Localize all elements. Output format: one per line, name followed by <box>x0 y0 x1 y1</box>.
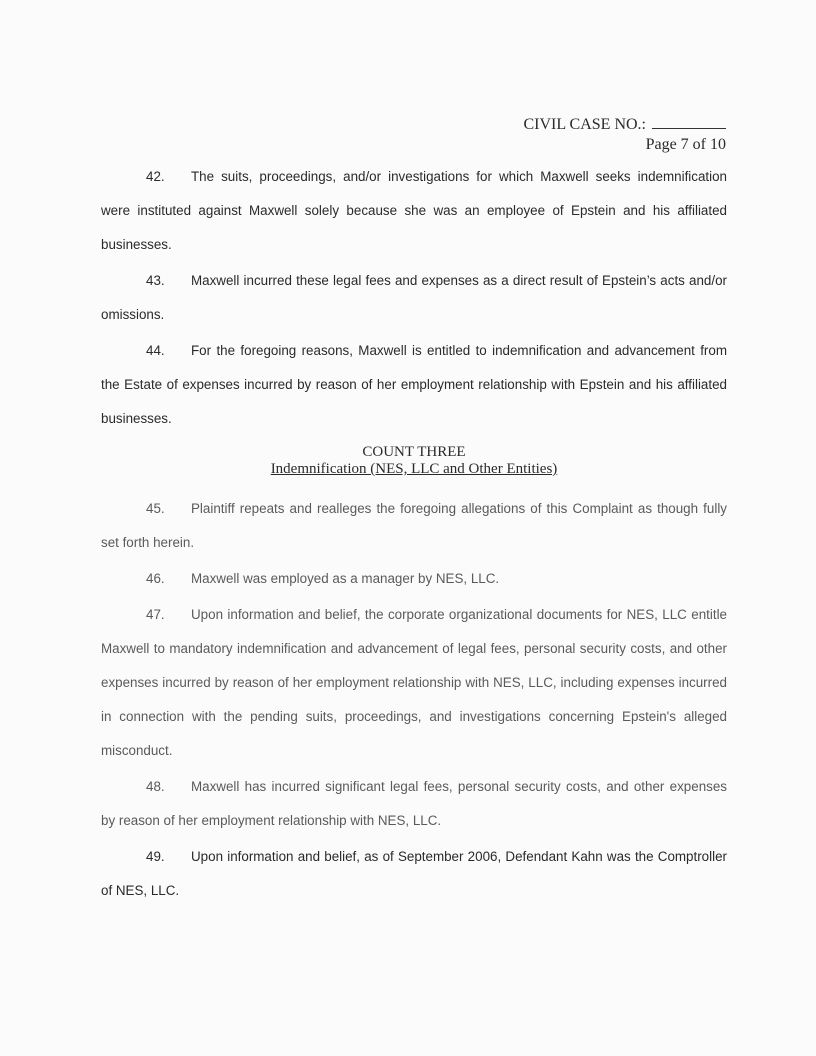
case-number-blank <box>652 114 726 129</box>
paragraph-number: 47. <box>146 607 165 622</box>
count-subtitle: Indemnification (NES, LLC and Other Entities) <box>270 461 558 477</box>
paragraph-number: 43. <box>146 273 165 288</box>
paragraph-text: Maxwell was employed as a manager by NES, LLC. <box>191 571 500 586</box>
paragraph-44 <box>101 334 727 436</box>
paragraph-number: 44. <box>146 343 165 358</box>
paragraph-49 <box>101 840 727 908</box>
paragraph-text: For the foregoing reasons, Maxwell is entitled to indemnification and advancement from the Estate of expenses incurred by reason of her employment relationship with Epstein and his affiliated businesses. <box>101 343 727 426</box>
count-heading <box>101 444 727 478</box>
case-number-label: CIVIL CASE NO.: <box>523 116 646 133</box>
document-body <box>101 160 727 910</box>
paragraph-48 <box>101 770 727 838</box>
paragraph-number: 46. <box>146 571 165 586</box>
paragraph-text: Upon information and belief, as of September 2006, Defendant Kahn was the Comptroller of NES, LLC. <box>101 849 727 898</box>
paragraph-text: The suits, proceedings, and/or investigations for which Maxwell seeks indemnification were instituted against Maxwell solely because she was an employee of Epstein and his affiliated businesses. <box>101 169 727 252</box>
paragraph-text: Plaintiff repeats and realleges the foregoing allegations of this Complaint as though fully set forth herein. <box>101 501 727 550</box>
paragraph-number: 49. <box>146 849 165 864</box>
paragraph-47 <box>101 598 727 768</box>
paragraph-number: 42. <box>146 169 165 184</box>
paragraph-46 <box>101 562 727 596</box>
paragraph-number: 45. <box>146 501 165 516</box>
paragraph-text: Maxwell has incurred significant legal fees, personal security costs, and other expenses by reason of her employment relationship with NES, LLC. <box>101 779 727 828</box>
paragraph-43 <box>101 264 727 332</box>
page-header <box>523 114 726 155</box>
count-title: COUNT THREE <box>362 444 466 460</box>
case-number-line <box>523 114 726 135</box>
page-number: Page 7 of 10 <box>645 136 726 153</box>
paragraph-text: Upon information and belief, the corporate organizational documents for NES, LLC entitle Maxwell to mandatory indemnification and advancement of legal fees, personal security costs, and other expenses incurred by reason of her employment relationship with NES, LLC, including expenses incurred in connection with the pending suits, proceedings, and investigations concerning Epstein's alleged misconduct. <box>101 607 727 758</box>
paragraph-number: 48. <box>146 779 165 794</box>
paragraph-text: Maxwell incurred these legal fees and expenses as a direct result of Epstein’s acts and/or omissions. <box>101 273 727 322</box>
paragraph-45 <box>101 492 727 560</box>
paragraph-42 <box>101 160 727 262</box>
